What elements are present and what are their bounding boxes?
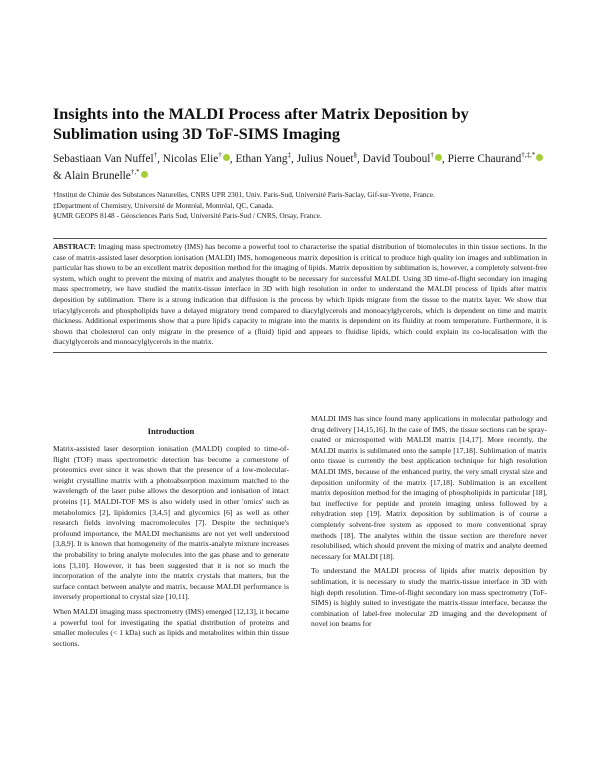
right-column — [311, 414, 547, 634]
abstract-text: Imaging mass spectrometry (IMS) has become a powerful tool to characterise the spatial distribution of biomolecules in thin tissue sections. In the case of matrix-assisted laser desorption ionisation (MALDI) IMS, homogeneous matrix deposition is critical to produce high quality ion images and sublimation in particular has shown to be an excellent matrix deposition method for the imaging of lipids. Matrix deposition by sublimation is, however, a completely solvent-free system, which ought to prevent the mixing of matrix and analytes thought to be necessary for successful MALDI. Using 3D time-of-flight secondary ion imaging mass spectrometry, we have studied the matrix-tissue interface in 3D with high resolution in order to understand the MALDI process of lipids after matrix deposition by sublimation. There is a strong indication that diffusion is the process by which lipids migrate from the tissue to the matrix layer. We show that triacylglycerols and phospholipids have a delayed migratory trend compared to diacylglycerols and monoacylglycerols, which is dependent on time and matrix thickness. Additional experiments show that a pure lipid's capacity to migrate into the matrix is dependent on its fluidity at room temperature. Furthermore, it is shown that cholesterol can only migrate in the presence of a (fluid) lipid and appears to fluidise lipids, which could explain its co-localisation with the diacylglycerols and monoacylglycerols in the matrix. — [53, 242, 547, 347]
author-name: Pierre Chaurand — [447, 153, 522, 165]
author-list: Sebastiaan Van Nuffel†, Nicolas Elie† , Ethan Yang‡, Julius Nouet§, David Touboul† , Pierre Chaurand†,‡,* & Alain Brunelle†,* — [53, 151, 553, 185]
author-affiliation-mark: †,‡,* — [521, 151, 536, 160]
author-name: Sebastiaan Van Nuffel — [53, 153, 154, 165]
orcid-icon[interactable] — [435, 154, 442, 161]
affiliation: §UMR GEOPS 8148 - Géosciences Paris Sud, Université Paris-Sud / CNRS, Orsay, France. — [53, 211, 322, 220]
abstract-paragraph — [53, 242, 547, 348]
author-affiliation-mark: § — [353, 151, 358, 160]
affiliation: ‡Department of Chemistry, Université de Montréal, Montréal, QC, Canada. — [53, 200, 274, 210]
body-paragraph: MALDI IMS has since found many applications in molecular pathology and drug delivery [14,15,16]. In the case of IMS, the tissue sections can be spray-coated or microspotted with MALDI matrix [14,17]. More recently, the MALDI matrix is sublimated onto the sample [17,18]. Sublimation of matrix onto tissue is currently the best application technique for high resolution MALDI IMS, because of the enhanced purity, the very small crystal size and deposition uniformity of the matrix [17,18]. Sublimation is an excellent matrix deposition method for the imaging of phospholipids in particular [18], but ineffective for peptide and protein imaging unless followed by a rehydration step [19]. Matrix deposition by sublimation is of course a completely solvent-free system as opposed to more conventional spray methods [18]. The analytes within the tissue section are therefore never resolubilised, which should prevent the mixing of matrix and analyte deemed necessary for MALDI [18]. — [311, 414, 547, 561]
affiliation-list — [53, 190, 553, 222]
author-affiliation-mark: † — [430, 151, 434, 160]
paper-title: Insights into the MALDI Process after Matrix Deposition by Sublimation using 3D ToF-SIMS Imaging — [53, 105, 469, 143]
author-name: Nicolas Elie — [162, 153, 219, 165]
orcid-icon[interactable] — [223, 154, 230, 161]
author-affiliation-mark: †,* — [130, 168, 140, 177]
orcid-icon[interactable] — [536, 154, 543, 161]
affiliation: †Institut de Chimie des Substances Naturelles, CNRS UPR 2301, Univ. Paris-Sud, Université Paris-Saclay, Gif-sur-Yvette, France. — [53, 190, 435, 199]
author-name: Alain Brunelle — [64, 170, 131, 182]
author-affiliation-mark: ‡ — [287, 151, 292, 160]
abstract-label: ABSTRACT: — [53, 242, 97, 251]
author-affiliation-mark: † — [218, 151, 222, 160]
author-name: Ethan Yang — [235, 153, 288, 165]
author-conjunction: & — [53, 170, 62, 182]
author-name: David Touboul — [362, 153, 431, 165]
left-column — [53, 414, 289, 653]
section-heading-introduction: Introduction — [147, 426, 195, 436]
author-name: Julius Nouet — [296, 153, 354, 165]
orcid-icon[interactable] — [141, 171, 148, 178]
author-affiliation-mark: † — [153, 151, 158, 160]
abstract-box — [53, 238, 547, 353]
body-paragraph: Matrix-assisted laser desorption ionisation (MALDI) coupled to time-of-flight (TOF) mass spectrometric detection has become a cornerstone of proteomics ever since it was shown that the presence of a low-molecular-weight crystalline matrix with a photoabsorption maximum matched to the wavelength of the laser pulse allows the desorption and ionisation of intact proteins [1]. MALDI-TOF MS is also widely used in other 'omics' such as metabolomics [2], lipidomics [3,4,5] and glycomics [6] as well as other research fields involving macromolecules [7]. Despite the technique's profound importance, the MALDI mechanisms are not yet well understood [3,8,9]. It is known that homogeneity of the matrix-analyte mixture increases the probability to bring analyte molecules into the gas phase and to generate ions [3,10]. However, it has been suggested that it is not so much the incorporation of the analyte into the matrix crystals that matters, but the surface contact between analyte and matrix, because MALDI performance is inversely proportional to crystal size [10,11]. — [53, 444, 289, 602]
body-paragraph: To understand the MALDI process of lipids after matrix deposition by sublimation, it is necessary to study the matrix-tissue interface in 3D with high depth resolution. Time-of-flight secondary ion mass spectrometry (ToF-SIMS) is highly suited to investigate the matrix-tissue interface, because the combination of label-free molecular 2D imaging and the development of novel ion beams for — [311, 566, 547, 629]
body-paragraph: When MALDI imaging mass spectrometry (IMS) emerged [12,13], it became a powerful tool for investigating the spatial distribution of proteins and smaller molecules (< 1 kDa) such as lipids and metabolites within thin tissue sections. — [53, 606, 289, 648]
